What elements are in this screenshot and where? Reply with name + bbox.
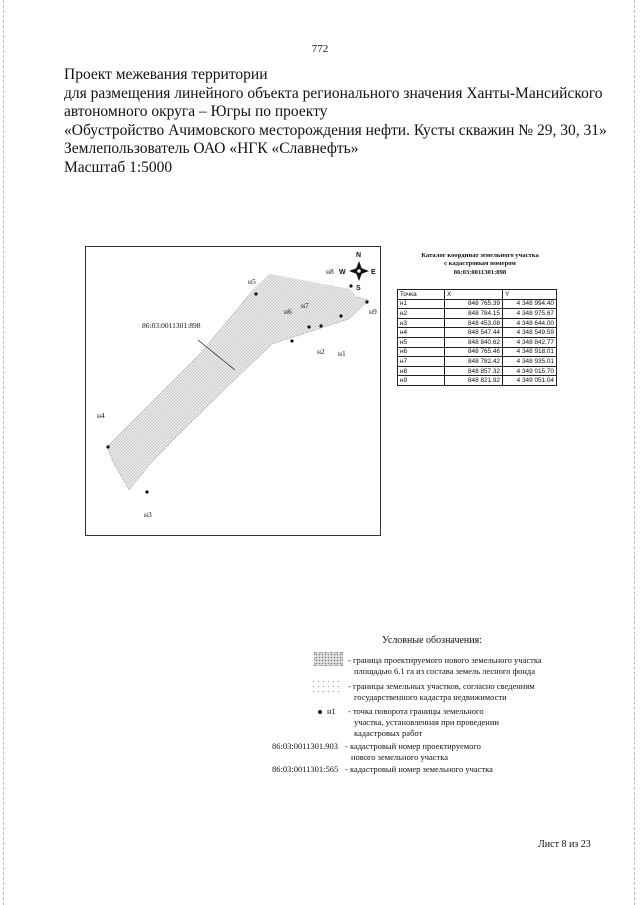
cell-point: н5 [398,337,445,347]
page-edge-right [634,0,636,905]
table-row [398,337,557,347]
compass-east-label: E [371,269,376,276]
cell-point: н1 [398,299,445,309]
legend-cad-new-line-1: - кадастровый номер проектируемого [345,741,481,751]
point-n7 [307,325,310,328]
legend-title: Условные обозначения: [382,635,483,646]
cell-point: н4 [398,328,445,338]
point-n6 [290,339,293,342]
cell-y: 4 348 644.00 [503,318,557,328]
point-n6-label: н6 [284,307,292,316]
cell-point: н2 [398,309,445,319]
legend-cad-existing-number: 86:03:0011301:565 [272,764,339,774]
legend-cad-new-line-2: нового земельного участка [351,752,449,762]
document-heading [64,66,607,178]
cell-y: 4 348 842.77 [503,337,557,347]
point-n2 [319,324,322,327]
table-row [398,299,557,309]
point-n9 [365,300,368,303]
legend-boundary-swatch [311,679,343,693]
cell-x: 848 840.62 [445,337,503,347]
point-n1-label: н1 [338,349,346,358]
table-row [398,328,557,338]
point-n5 [254,292,257,295]
compass-north-label: N [356,252,362,259]
cell-x: 848 857.32 [445,366,503,376]
point-n4-label: н4 [97,411,105,420]
heading-line-1: Проект межевания территории [64,66,268,83]
heading-line-4: «Обустройство Ачимовского месторождения нефти. Кусты скважин № 29, 30, 31» [64,121,607,139]
table-row [398,366,557,376]
heading-line-2: для размещения линейного объекта регионального значения Ханты-Мансийского [64,84,603,102]
legend-hatch-text [348,655,578,677]
legend-point-label: н1 [327,706,336,716]
table-header-row [398,290,557,300]
legend-hatch-swatch [314,652,343,666]
cadastral-number-label: 86:03:0011301:898 [142,321,201,330]
point-n3 [145,490,148,493]
legend-point-dot [318,710,322,714]
table-row [398,347,557,357]
table-row [398,309,557,319]
cell-y: 4 349 051.04 [503,376,557,386]
cell-y: 4 349 015.70 [503,366,557,376]
legend-cad-new-text [345,741,575,763]
header-x: X [445,290,503,300]
cell-point: н6 [398,347,445,357]
catalog-title-line-3: 86:03:0011301:898 [453,268,507,276]
legend-hatch-line-2: площадью 6.1 га из состава земель лесного фонда [354,666,535,676]
sheet-number: Лист 8 из 23 [538,839,591,850]
coordinate-catalog-table [397,289,557,386]
catalog-title [398,252,562,277]
point-n8 [349,284,352,287]
table-row [398,318,557,328]
legend-point-line-2: участка, установленная при проведении [354,717,499,727]
point-n3-label: н3 [144,510,152,519]
cell-y: 4 348 994.40 [503,299,557,309]
compass-west-label: W [339,269,346,276]
point-n2-label: н2 [317,347,325,356]
legend-point-line-3: кадастровых работ [354,728,423,738]
cell-x: 848 453.08 [445,318,503,328]
cell-x: 848 765.46 [445,347,503,357]
header-y: Y [503,290,557,300]
catalog-title-line-2: с кадастровым номером [444,260,516,268]
compass-rose [339,252,376,292]
point-n9-label: н9 [369,307,377,316]
cell-point: н9 [398,376,445,386]
cell-point: н8 [398,366,445,376]
legend-cad-new-number: 86:03:0011301.903 [272,741,339,751]
legend-point-text [348,706,578,739]
table-row [398,376,557,386]
page-number: 772 [311,43,329,55]
table-row [398,357,557,367]
point-n8-label: н8 [326,267,334,276]
cell-y: 4 348 549.59 [503,328,557,338]
cadastral-map [85,246,381,536]
cell-x: 848 547.44 [445,328,503,338]
cell-point: н7 [398,357,445,367]
legend-boundary-text [348,681,578,703]
cell-y: 4 348 918.01 [503,347,557,357]
cell-x: 848 821.92 [445,376,503,386]
point-n4 [106,445,109,448]
cell-point: н3 [398,318,445,328]
point-n5-label: н5 [248,277,256,286]
heading-line-3: автономного округа – Югры по проекту [64,103,328,121]
legend-boundary-line-2: государственного кадастра недвижимости [354,692,507,702]
compass-south-label: S [356,285,361,292]
header-point: Точка [398,290,445,300]
cell-x: 848 765.39 [445,299,503,309]
catalog-title-line-1: Каталог координат земельного участка [421,252,539,259]
legend-point-line-1: - точка поворота границы земельного [348,706,484,716]
page-edge-left [3,0,5,905]
cell-y: 4 348 935.01 [503,357,557,367]
point-n1 [339,314,342,317]
heading-line-6: Масштаб 1:5000 [64,158,173,176]
legend-boundary-line-1: - границы земельных участков, согласно сведениям [348,681,535,691]
point-n7-label: н7 [301,301,309,310]
cell-x: 848 782.42 [445,357,503,367]
cell-x: 848 784.15 [445,309,503,319]
legend-cad-existing-text: - кадастровый номер земельного участка [345,764,493,774]
legend-hatch-line-1: - граница проектируемого нового земельного участка [348,655,542,665]
cell-y: 4 348 975.67 [503,309,557,319]
heading-line-5: Землепользователь ОАО «НГК «Славнефть» [64,140,359,158]
